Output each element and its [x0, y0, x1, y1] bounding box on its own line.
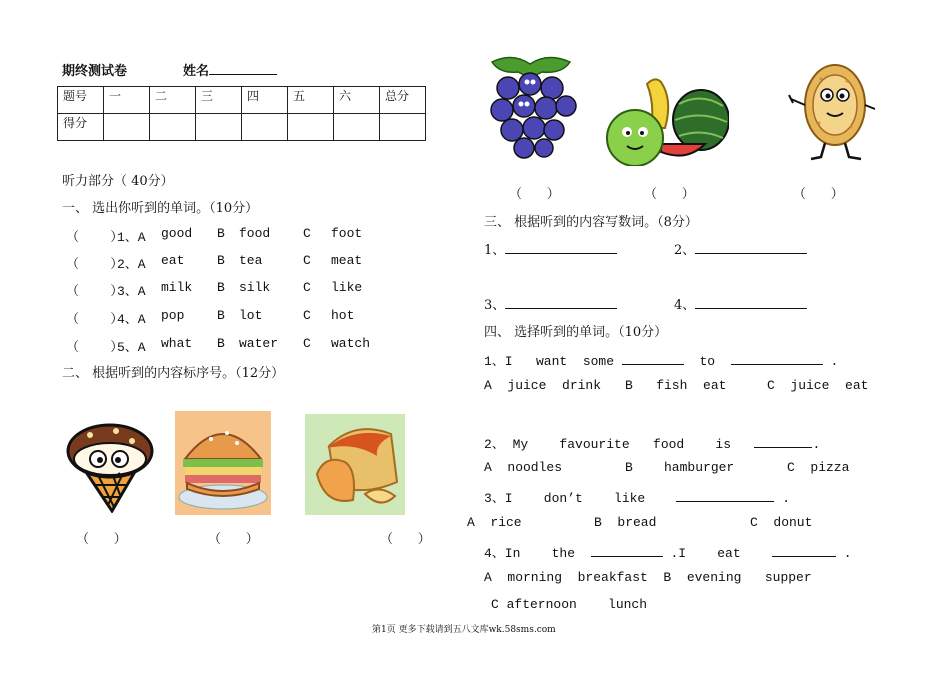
- question-2: [484, 433, 820, 452]
- item-number: 1、A: [117, 230, 146, 245]
- score-cell: 二: [150, 87, 196, 114]
- page-footer: 第1页 更多下载请到五八文库wk.58sms.com: [372, 625, 556, 635]
- score-cell: 三: [196, 87, 242, 114]
- score-table-row-scores: [58, 114, 426, 141]
- listening-title: 听力部分（ 40分）: [62, 174, 174, 189]
- q2-option-a: A noodles: [484, 460, 563, 475]
- option-c: like: [331, 280, 363, 295]
- q4-options: A morning breakfast B evening supper: [484, 570, 812, 585]
- question-text: 4、In the: [484, 546, 576, 561]
- section4-title: 四、 选择听到的单词。（10分）: [484, 325, 668, 340]
- option-b: lot: [239, 308, 263, 323]
- question-text: .: [812, 437, 821, 452]
- q2-option-c: C pizza: [787, 460, 850, 475]
- picture-paren[interactable]: （ ）: [380, 532, 431, 547]
- numeral-blank[interactable]: [505, 294, 617, 309]
- choice-paren[interactable]: （ ）: [66, 284, 124, 299]
- q2-option-b: B hamburger: [625, 460, 735, 475]
- q1-option-a: A juice drink: [484, 378, 602, 393]
- option-b: food: [239, 226, 271, 241]
- q1-option-b: B fish eat: [625, 378, 727, 393]
- score-cell: 四: [242, 87, 288, 114]
- bread-icon: [305, 414, 405, 515]
- option-b-label: B: [217, 253, 225, 268]
- item-number: 4、A: [117, 312, 146, 327]
- item-number: 2、A: [117, 257, 146, 272]
- option-c-label: C: [303, 253, 311, 268]
- item-number: 5、A: [117, 340, 146, 355]
- option-c: foot: [331, 226, 363, 241]
- option-c-label: C: [303, 280, 311, 295]
- numeral-blank[interactable]: [695, 294, 807, 309]
- score-input-cell[interactable]: [242, 114, 288, 141]
- score-cell: 五: [288, 87, 334, 114]
- option-b-label: B: [217, 308, 225, 323]
- option-a: eat: [161, 253, 185, 268]
- choice-paren[interactable]: （ ）: [66, 312, 124, 327]
- numeral-line: [484, 239, 617, 258]
- option-b: silk: [239, 280, 271, 295]
- numeral-label: 1、: [484, 243, 506, 258]
- answer-blank[interactable]: [772, 542, 836, 557]
- score-input-cell[interactable]: [104, 114, 150, 141]
- answer-blank[interactable]: [754, 433, 812, 448]
- q3-option-b: B bread: [594, 515, 657, 530]
- choice-paren[interactable]: （ ）: [66, 230, 124, 245]
- question-text: .: [782, 491, 791, 506]
- option-a: milk: [161, 280, 193, 295]
- option-a: good: [161, 226, 193, 241]
- score-input-cell[interactable]: [380, 114, 426, 141]
- score-table-row-header: [58, 87, 426, 114]
- option-c: meat: [331, 253, 363, 268]
- option-c-label: C: [303, 226, 311, 241]
- question-text: to: [699, 354, 716, 369]
- answer-blank[interactable]: [591, 542, 663, 557]
- score-input-cell[interactable]: [334, 114, 380, 141]
- numeral-label: 3、: [484, 298, 506, 313]
- exam-title: 期终测试卷: [62, 64, 128, 79]
- option-a: pop: [161, 308, 185, 323]
- option-b: water: [239, 336, 279, 351]
- option-b-label: B: [217, 226, 225, 241]
- donut-cartoon-icon: [785, 57, 877, 163]
- answer-blank[interactable]: [731, 350, 823, 365]
- section3-title: 三、 根据听到的内容写数词。（8分）: [484, 215, 698, 230]
- numeral-label: 4、: [674, 298, 696, 313]
- numeral-line: [674, 294, 807, 313]
- name-blank[interactable]: [209, 60, 277, 75]
- question-1: [484, 350, 838, 369]
- picture-paren[interactable]: （ ）: [644, 187, 695, 202]
- q3-option-c: C donut: [750, 515, 813, 530]
- name-label-text: 姓名: [183, 64, 210, 79]
- score-cell: 题号: [58, 87, 104, 114]
- fruits-group-icon: [603, 74, 729, 166]
- question-text: .I eat: [670, 546, 741, 561]
- question-4: [484, 542, 852, 561]
- numeral-line: [484, 294, 617, 313]
- score-cell: 六: [334, 87, 380, 114]
- name-label: [183, 60, 277, 79]
- score-input-cell[interactable]: [288, 114, 334, 141]
- question-text: 2、 My favourite food is: [484, 437, 732, 452]
- choice-paren[interactable]: （ ）: [66, 257, 124, 272]
- question-text: .: [830, 354, 839, 369]
- option-c: hot: [331, 308, 355, 323]
- hamburger-icon: [175, 411, 271, 515]
- score-cell: 一: [104, 87, 150, 114]
- option-c: watch: [331, 336, 371, 351]
- score-input-cell[interactable]: [150, 114, 196, 141]
- picture-paren[interactable]: （ ）: [793, 187, 844, 202]
- q1-option-c: C juice eat: [767, 378, 869, 393]
- numeral-blank[interactable]: [505, 239, 617, 254]
- section2-title: 二、 根据听到的内容标序号。（12分）: [62, 366, 285, 381]
- score-input-cell[interactable]: [196, 114, 242, 141]
- picture-paren[interactable]: （ ）: [208, 532, 259, 547]
- section1-title: 一、 选出你听到的单词。（10分）: [62, 201, 259, 216]
- numeral-label: 2、: [674, 243, 696, 258]
- item-number: 3、A: [117, 284, 146, 299]
- score-cell: 得分: [58, 114, 104, 141]
- question-text: 1、I want some: [484, 354, 615, 369]
- question-text: 3、I don’t like: [484, 491, 646, 506]
- grapes-icon: [482, 52, 580, 160]
- answer-blank[interactable]: [676, 487, 774, 502]
- q4-options-line2: C afternoon lunch: [491, 597, 648, 612]
- numeral-blank[interactable]: [695, 239, 807, 254]
- numeral-line: [674, 239, 807, 258]
- score-table: [57, 86, 426, 141]
- option-a: what: [161, 336, 193, 351]
- score-cell: 总分: [380, 87, 426, 114]
- answer-blank[interactable]: [622, 350, 684, 365]
- question-text: .: [843, 546, 852, 561]
- picture-paren[interactable]: （ ）: [509, 187, 560, 202]
- question-3: [484, 487, 790, 506]
- q3-option-a: A rice: [467, 515, 522, 530]
- option-c-label: C: [303, 336, 311, 351]
- ice-cream-cartoon-icon: [60, 415, 160, 513]
- option-c-label: C: [303, 308, 311, 323]
- choice-paren[interactable]: （ ）: [66, 340, 124, 355]
- option-b-label: B: [217, 280, 225, 295]
- option-b-label: B: [217, 336, 225, 351]
- picture-paren[interactable]: （ ）: [76, 532, 127, 547]
- option-b: tea: [239, 253, 263, 268]
